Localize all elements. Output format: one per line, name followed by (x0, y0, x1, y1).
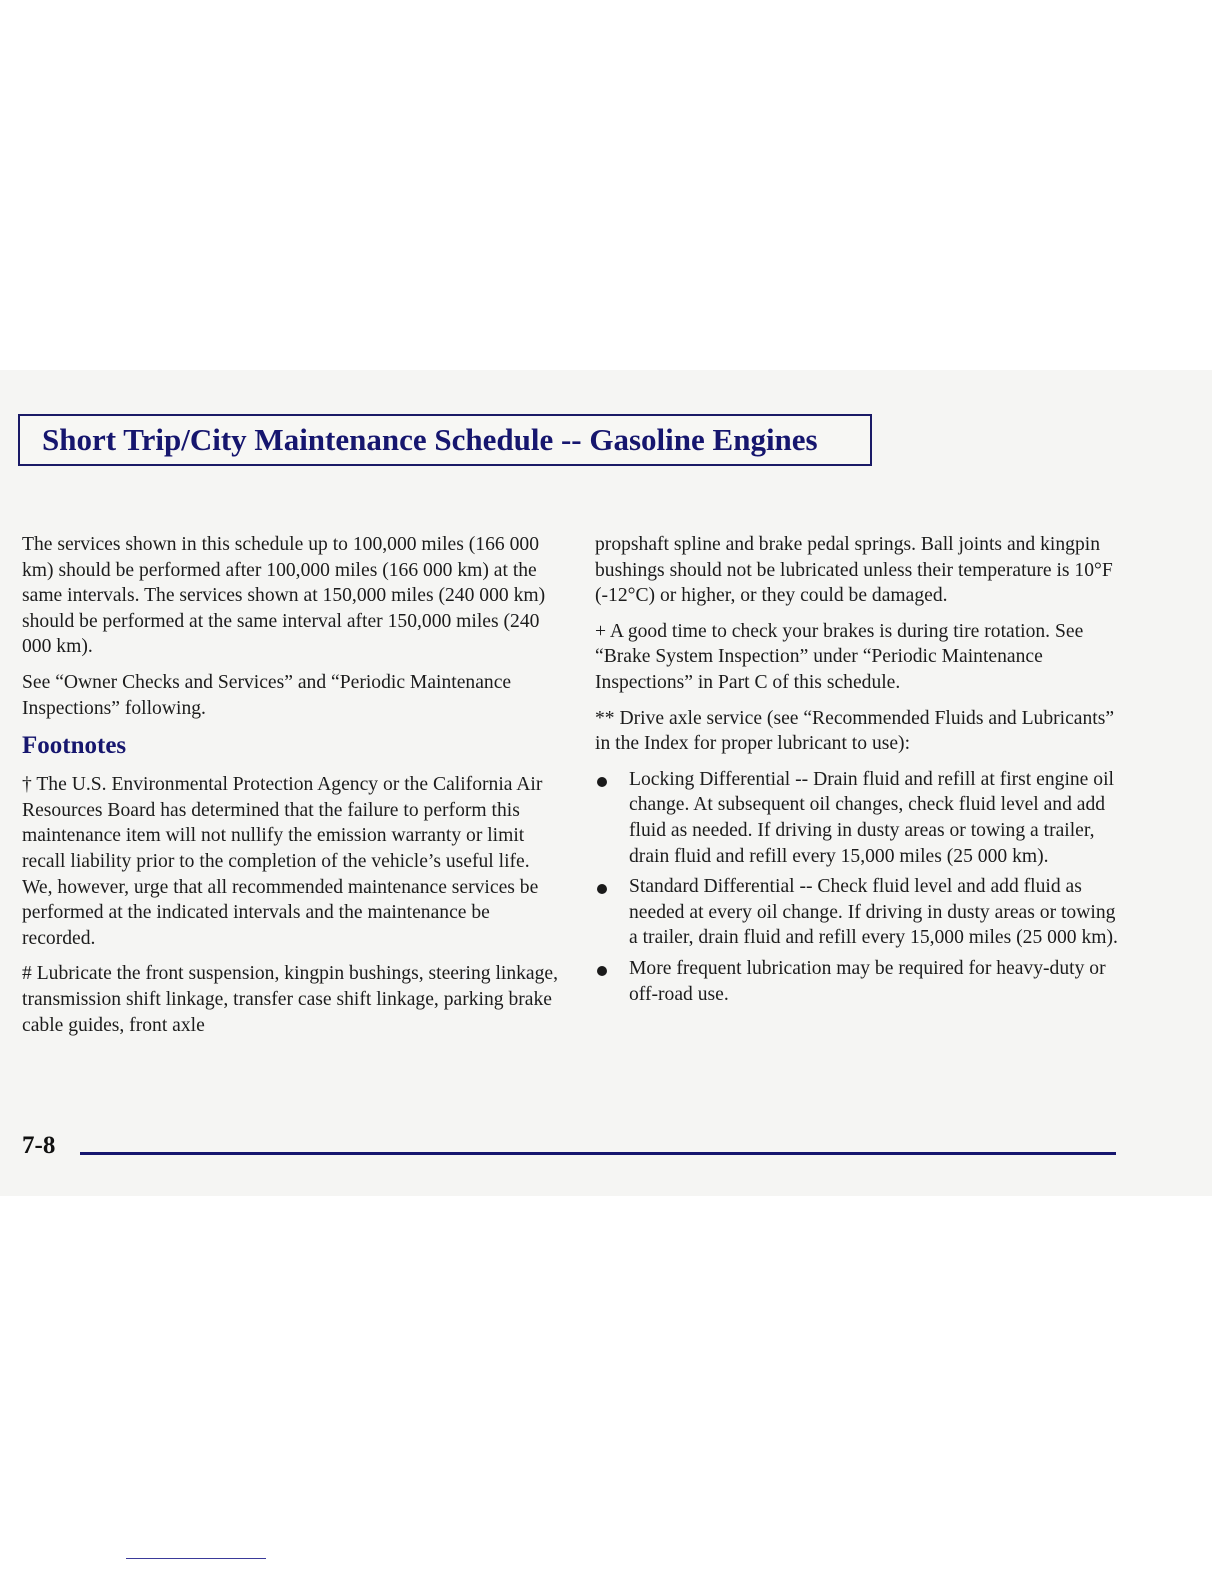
footnote-plus-paragraph: + A good time to check your brakes is during tire rotation. See “Brake System Inspection” under “Periodic Maintenance Inspections” in Part C of this schedule. (595, 620, 1084, 693)
footnote-double-asterisk-paragraph: ** Drive axle service (see “Recommended Fluids and Lubricants” in the Index for proper lubricant to use): (595, 707, 1115, 755)
page-number: 7-8 (22, 1132, 56, 1159)
footnotes-heading: Footnotes (22, 732, 127, 760)
footnote-dagger-paragraph: † The U.S. Environmental Protection Agency or the California Air Resources Board has determined that the failure to perform this maintenance item will not nullify the emission warranty or limit recall liability prior to the completion of the vehicle’s useful life. We, however, urge that all recommended maintenance services be performed at the indicated intervals and the maintenance be recorded. (22, 774, 543, 949)
list-item (595, 767, 1121, 869)
section-title-box (18, 414, 872, 466)
bullet-icon (597, 884, 607, 894)
page-title: Short Trip/City Maintenance Schedule -- Gasoline Engines (42, 422, 818, 457)
left-column (22, 532, 558, 1048)
see-also-paragraph: See “Owner Checks and Services” and “Periodic Maintenance Inspections” following. (22, 671, 512, 719)
bullet-text: Standard Differential -- Check fluid level and add fluid as needed at every oil change. If driving in dusty areas or towing a trailer, drain fluid and refill every 15,000 miles (25 000 km). (629, 876, 1118, 949)
bullet-text: More frequent lubrication may be required for heavy-duty or off-road use. (629, 957, 1106, 1005)
bullet-text: Locking Differential -- Drain fluid and refill at first engine oil change. At subsequent oil changes, check fluid level and add fluid as needed. If driving in dusty areas or towing a trailer, drain fluid and refill every 15,000 miles (25 000 km). (629, 768, 1114, 867)
bullet-icon (597, 966, 607, 976)
list-item (595, 874, 1121, 951)
list-item (595, 956, 1121, 1007)
footer-divider (80, 1152, 1116, 1155)
drive-axle-bullet-list (595, 767, 1121, 1007)
bottom-rule (126, 1558, 266, 1559)
lubrication-continued-paragraph: propshaft spline and brake pedal springs. Ball joints and kingpin bushings should not be lubricated unless their temperature is 10°F (-12°C) or higher, or they could be damaged. (595, 534, 1113, 607)
bullet-icon (597, 777, 607, 787)
intro-paragraph: The services shown in this schedule up to 100,000 miles (166 000 km) should be performed after 100,000 miles (166 000 km) at the same intervals. The services shown at 150,000 miles (240 000 km) should be performed at the same interval after 150,000 miles (240 000 km). (22, 534, 546, 658)
right-column (595, 532, 1121, 1012)
footnote-hash-paragraph: # Lubricate the front suspension, kingpin bushings, steering linkage, transmission shift linkage, transfer case shift linkage, parking brake cable guides, front axle (22, 963, 559, 1036)
